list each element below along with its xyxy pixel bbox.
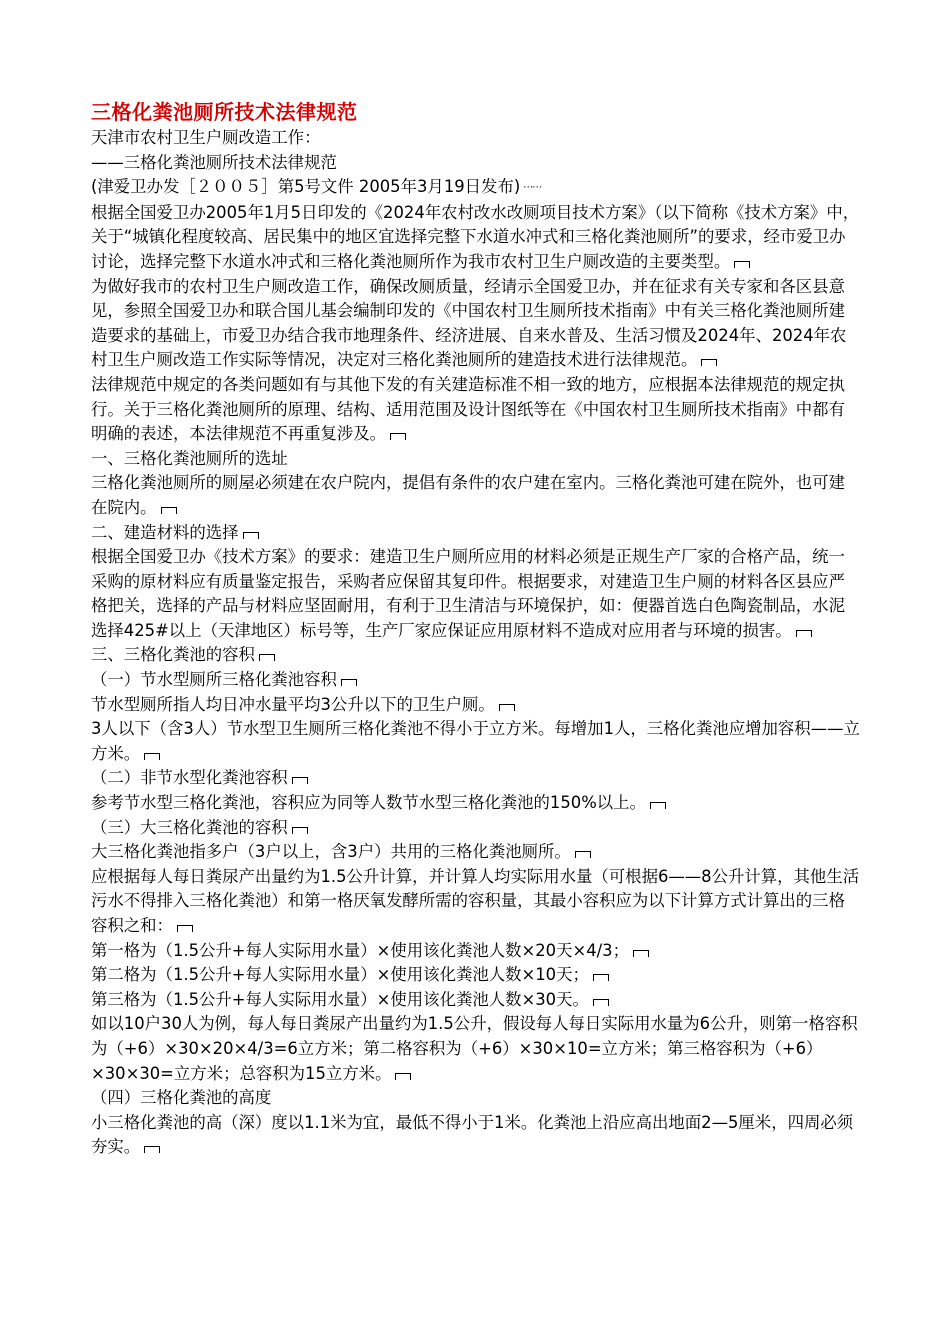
paragraph-mark-icon	[701, 359, 717, 366]
paragraph-mark-icon	[161, 507, 177, 514]
formula-line: 第二格为（1.5公升+每人实际用水量）×使用该化粪池人数×10天；	[91, 963, 861, 988]
paragraph-mark-icon	[259, 654, 275, 661]
paragraph: 根据全国爱卫办2005年1月5日印发的《2024年农村改水改厕项目技术方案》（以下简称《技术方案》中，关于“城镇化程度较高、居民集中的地区宜选择完整下水道水冲式和三格化粪池厕所”的要求，经市爱卫办讨论，选择完整下水道水冲式和三格化粪池厕所作为我市农村卫生户厕改造的主要类型。	[91, 202, 860, 271]
paragraph-mark-icon	[292, 827, 308, 834]
paragraph-mark-icon	[796, 630, 812, 637]
paragraph-mark-icon	[499, 704, 515, 711]
paragraph: 小三格化粪池的高（深）度以1.1米为宜，最低不得小于1米。化粪池上沿应高出地面2—5厘米，四周必须夯实。	[91, 1112, 854, 1157]
subsection-heading: （二）非节水型化粪池容积	[91, 766, 861, 791]
paragraph: 节水型厕所指人均日冲水量平均3公升以下的卫生户厕。	[91, 693, 861, 718]
paragraph-mark-icon	[144, 1146, 160, 1153]
paragraph-mark-icon	[390, 433, 406, 440]
paragraph-mark-icon	[593, 999, 609, 1006]
document-page	[91, 98, 861, 1160]
paragraph-mark-icon	[395, 1073, 411, 1080]
paragraph: 法律规范中规定的各类问题如有与其他下发的有关建造标准不相一致的地方，应根据本法律规范的规定执行。关于三格化粪池厕所的原理、结构、适用范围及设计图纸等在《中国农村卫生厕所技术指南》中都有明确的表述，本法律规范不再重复涉及。	[91, 374, 845, 444]
paragraph-mark-icon	[341, 679, 357, 686]
paragraph-mark-icon	[633, 950, 649, 957]
subsection-heading: （一）节水型厕所三格化粪池容积	[91, 668, 861, 693]
paragraph-mark-icon	[593, 974, 609, 981]
paragraph-mark-icon	[734, 261, 750, 268]
section-break-icon: ⋯⋯	[523, 182, 542, 194]
paragraph: 应根据每人每日粪尿产出量约为1.5公升计算，并计算人均实际用水量（可根据6——8公升计算，其他生活污水不得排入三格化粪池）和第一格厌氧发酵所需的容积量，其最小容积应为以下计算方式计算出的三格容积之和：	[91, 866, 860, 935]
section-heading: 一、三格化粪池厕所的选址	[91, 448, 288, 468]
paragraph: 如以10户30人为例，每人每日粪尿产出量约为1.5公升，假设每人每日实际用水量为6公升，则第一格容积为（+6）×30×20×4/3=6立方米；第二格容积为（+6）×30×10=立方米；第三格容积为（+6）×30×30=立方米；总容积为15立方米。	[91, 1014, 858, 1083]
paragraph-mark-icon	[144, 753, 160, 760]
paragraph-mark-icon	[177, 925, 193, 932]
subtitle-line: 天津市农村卫生户厕改造工作：	[91, 128, 321, 147]
subsection-heading: （三）大三格化粪池的容积	[91, 816, 861, 841]
paragraph-mark-icon	[575, 851, 591, 858]
subtitle-line: ——三格化粪池厕所技术法律规范	[91, 152, 337, 172]
formula-line: 第一格为（1.5公升+每人实际用水量）×使用该化粪池人数×20天×4/3；	[91, 939, 861, 964]
paragraph-mark-icon	[243, 532, 259, 539]
paragraph: 3人以下（含3人）节水型卫生厕所三格化粪池不得小于立方米。每增加1人，三格化粪池应增加容积——立方米。	[91, 719, 860, 763]
document-title: 三格化粪池厕所技术法律规范	[91, 100, 358, 124]
paragraph: 为做好我市的农村卫生户厕改造工作，确保改厕质量，经请示全国爱卫办，并在征求有关专家和各区县意见，参照全国爱卫办和联合国儿基会编制印发的《中国农村卫生厕所技术指南》中有关三格化粪池厕所建造要求的基础上，市爱卫办结合我市地理条件、经济进展、自来水普及、生活习惯及2024年、2024年农村卫生户厕改造工作实际等情况，决定对三格化粪池厕所的建造技术进行法律规范。	[91, 276, 847, 370]
section-heading: 二、建造材料的选择	[91, 521, 861, 546]
paragraph: 大三格化粪池指多户（3户以上，含3户）共用的三格化粪池厕所。	[91, 840, 861, 865]
paragraph: 三格化粪池厕所的厕屋必须建在农户院内，提倡有条件的农户建在室内。三格化粪池可建在院外，也可建在院内。	[91, 473, 845, 517]
paragraph: 参考节水型三格化粪池，容积应为同等人数节水型三格化粪池的150%以上。	[91, 791, 861, 816]
paragraph: 根据全国爱卫办《技术方案》的要求：建造卫生户厕所应用的材料必须是正规生产厂家的合格产品，统一采购的原材料应有质量鉴定报告，采购者应保留其复印件。根据要求，对建造卫生户厕的材料各区县应严格把关，选择的产品与材料应坚固耐用，有利于卫生清洁与环境保护，如：便器首选白色陶瓷制品，水泥选择425#以上（天津地区）标号等，生产厂家应保证应用原材料不造成对应用者与环境的损害。	[91, 547, 845, 640]
subsection-heading: （四）三格化粪池的高度	[91, 1088, 272, 1108]
document-number-line: (津爱卫办发［２００５］第5号文件 2005年3月19日发布) ⋯⋯	[91, 175, 861, 201]
formula-line: 第三格为（1.5公升+每人实际用水量）×使用该化粪池人数×30天。	[91, 988, 861, 1013]
section-heading: 三、三格化粪池的容积	[91, 643, 861, 668]
paragraph-mark-icon	[292, 777, 308, 784]
paragraph-mark-icon	[650, 802, 666, 809]
